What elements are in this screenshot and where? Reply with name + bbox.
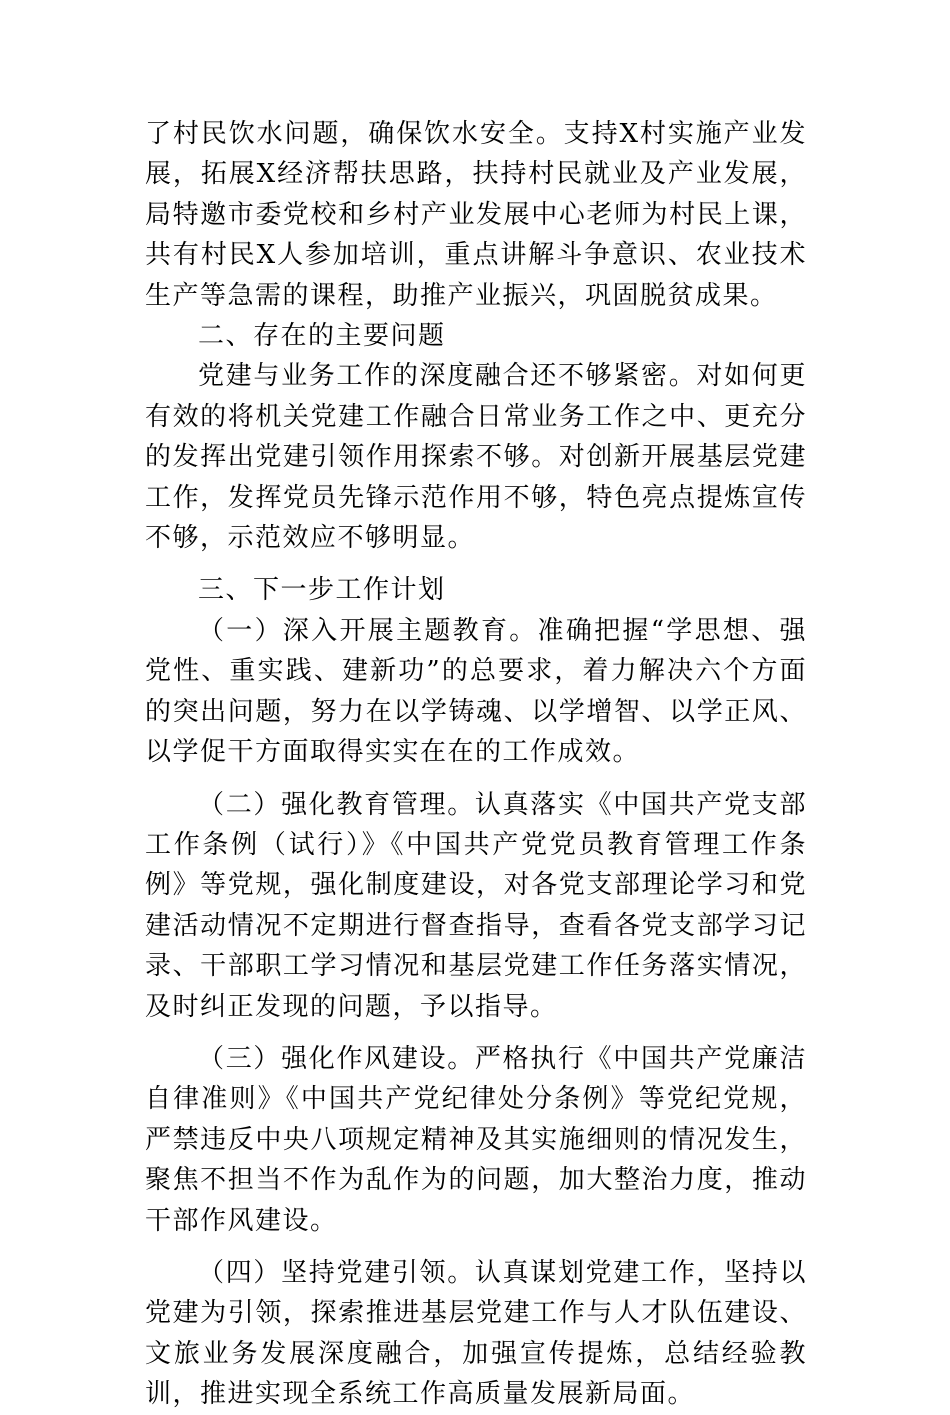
continued-paragraph: 了村民饮水问题，确保饮水安全。支持X村实施产业发展，拓展X经济帮扶思路，扶持村民就业及产业发展，局特邀市委党校和乡村产业发展中心老师为村民上课，共有村民X人参加培训，重点讲解斗争意识、农业技术生产等急需的课程，助推产业振兴，巩固脱贫成果。 <box>145 119 807 311</box>
plan-item-2 <box>145 785 807 1027</box>
plan-item-2-text: 认真落实《中国共产党支部工作条例（试行）》《中国共产党党员教育管理工作条例》等党规，强化制度建设，对各党支部理论学习和党建活动情况不定期进行督查指导，查看各党支部学习记录、干部职工学习情况和基层党建工作任务落实情况，及时纠正发现的问题，予以指导。 <box>145 789 807 1022</box>
plan-item-2-lead: （二）强化教育管理。 <box>198 789 475 820</box>
plan-item-4 <box>145 1253 807 1415</box>
problems-paragraph: 党建与业务工作的深度融合还不够紧密。对如何更有效的将机关党建工作融合日常业务工作之中、更充分的发挥出党建引领作用探索不够。对创新开展基层党建工作，发挥党员先锋示范作用不够，特色亮点提炼宣传不够，示范效应不够明显。 <box>145 361 807 554</box>
plan-item-4-text: 认真谋划党建工作，坚持以党建为引领，探索推进基层党建工作与人才队伍建设、文旅业务发展深度融合，加强宣传提炼，总结经验教训，推进实现全系统工作高质量发展新局面。 <box>145 1257 807 1410</box>
plan-item-1 <box>145 611 807 773</box>
section-heading-problems: 二、存在的主要问题 <box>198 321 446 352</box>
document-page <box>145 114 807 1415</box>
plan-item-4-lead: （四）坚持党建引领。 <box>198 1257 475 1288</box>
plan-item-1-lead: （一）深入开展主题教育。 <box>198 615 538 646</box>
plan-item-1-text: 准确把握“学思想、强党性、重实践、建新功”的总要求，着力解决六个方面的突出问题，努力在以学铸魂、以学增智、以学正风、以学促干方面取得实实在在的工作成效。 <box>145 615 807 768</box>
plan-item-3 <box>145 1039 807 1241</box>
plan-item-3-lead: （三）强化作风建设。 <box>198 1043 475 1074</box>
section-heading-next-steps: 三、下一步工作计划 <box>198 575 446 606</box>
plan-item-3-text: 严格执行《中国共产党廉洁自律准则》《中国共产党纪律处分条例》等党纪党规，严禁违反中央八项规定精神及其实施细则的情况发生，聚焦不担当不作为乱作为的问题，加大整治力度，推动干部作风建设。 <box>145 1043 807 1236</box>
